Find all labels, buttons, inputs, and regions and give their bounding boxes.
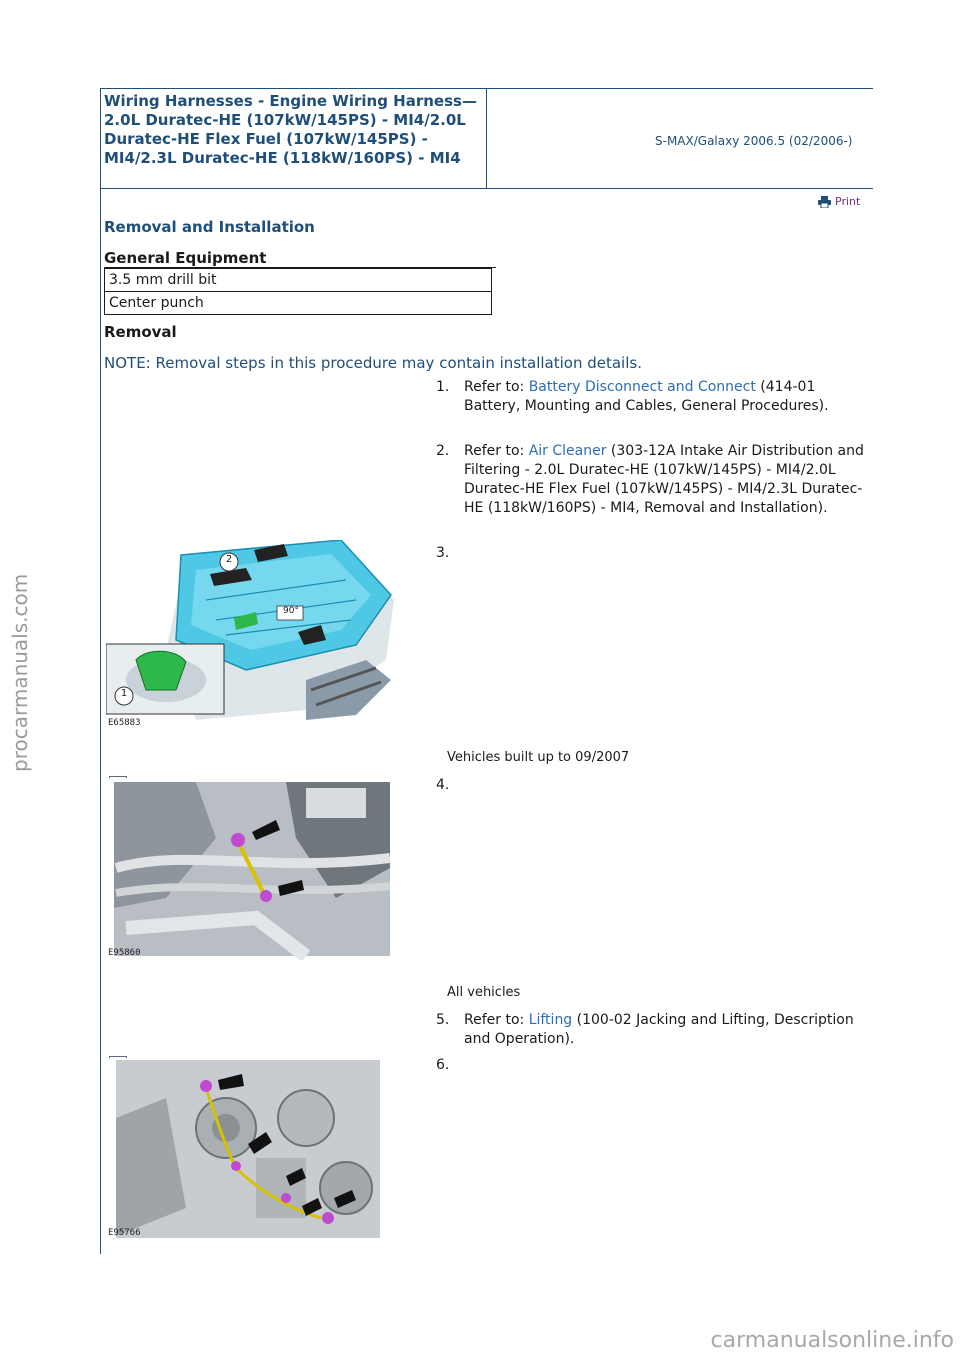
figure-engine-cover <box>106 540 396 730</box>
callout-1: 1 <box>120 688 128 699</box>
vehicle-model-label: S-MAX/Galaxy 2006.5 (02/2006-) <box>655 134 853 148</box>
step-number: 3. <box>436 545 450 561</box>
caption-all-vehicles: All vehicles <box>447 985 521 1000</box>
step-text <box>464 442 864 518</box>
table-row <box>105 292 492 315</box>
step-prefix: Refer to: <box>464 1012 529 1028</box>
equipment-table <box>104 268 492 315</box>
step-number: 2. <box>436 443 450 459</box>
header-divider <box>486 88 487 189</box>
air-cleaner-link[interactable]: Air Cleaner <box>528 443 607 459</box>
step-text <box>464 378 864 416</box>
table-row <box>105 269 492 292</box>
step-suffix: (100-02 Jacking and Lifting, Description and Operation). <box>464 1012 854 1047</box>
figure-code: E95860 <box>108 948 141 958</box>
step-5 <box>436 1011 864 1049</box>
figure-code: E95766 <box>108 1228 141 1238</box>
step-number: 4. <box>436 777 450 793</box>
step-prefix: Refer to: <box>464 443 529 459</box>
figure-engine-connectors <box>106 1058 396 1242</box>
watermark-bottom: carmanualsonline.info <box>710 1328 954 1353</box>
step-6 <box>436 1056 464 1075</box>
step-number: 1. <box>436 379 450 395</box>
step-1 <box>436 378 864 416</box>
lifting-link[interactable]: Lifting <box>528 1012 573 1028</box>
step-2 <box>436 442 864 518</box>
step-text <box>464 1011 864 1049</box>
step-number: 6. <box>436 1057 450 1073</box>
equipment-item: Center punch <box>105 292 492 315</box>
left-border-line <box>100 88 101 1254</box>
step-4 <box>436 776 464 795</box>
step-3 <box>436 544 464 563</box>
engine-cover-illustration <box>106 540 396 730</box>
angle-label: 90° <box>283 606 299 616</box>
equipment-item: 3.5 mm drill bit <box>105 269 492 292</box>
figure-code: E65883 <box>108 718 141 728</box>
page-title: Wiring Harnesses - Engine Wiring Harness—2.0L Duratec-HE (107kW/145PS) - MI4/2.0L Duratec-HE Flex Fuel (107kW/145PS) - MI4/2.3L Duratec-HE (118kW/160PS) - MI4 <box>104 92 477 167</box>
print-label: Print <box>835 195 861 208</box>
step-suffix: (414-01 Battery, Mounting and Cables, General Procedures). <box>464 379 829 414</box>
removal-note: NOTE: Removal steps in this procedure may contain installation details. <box>104 354 642 372</box>
print-button[interactable] <box>818 195 860 208</box>
caption-vehicles-up-to: Vehicles built up to 09/2007 <box>447 750 630 765</box>
step-suffix: (303-12A Intake Air Distribution and Filtering - 2.0L Duratec-HE (107kW/145PS) - MI4/2.0L Duratec-HE Flex Fuel (107kW/145PS) - MI4/2.3L Duratec-HE (118kW/160PS) - MI4, Removal and Installation). <box>464 443 864 516</box>
callout-2: 2 <box>225 554 233 565</box>
section-title: Removal and Installation <box>104 218 315 236</box>
battery-disconnect-link[interactable]: Battery Disconnect and Connect <box>528 379 756 395</box>
harness-illustration <box>106 778 396 960</box>
printer-icon <box>818 196 831 208</box>
step-number: 5. <box>436 1012 450 1028</box>
removal-heading: Removal <box>104 323 177 341</box>
watermark-left: procarmanuals.com <box>8 573 32 772</box>
figure-harness-connectors <box>106 778 396 960</box>
step-prefix: Refer to: <box>464 379 529 395</box>
equipment-heading: General Equipment <box>104 249 267 267</box>
engine-side-illustration <box>106 1058 396 1242</box>
